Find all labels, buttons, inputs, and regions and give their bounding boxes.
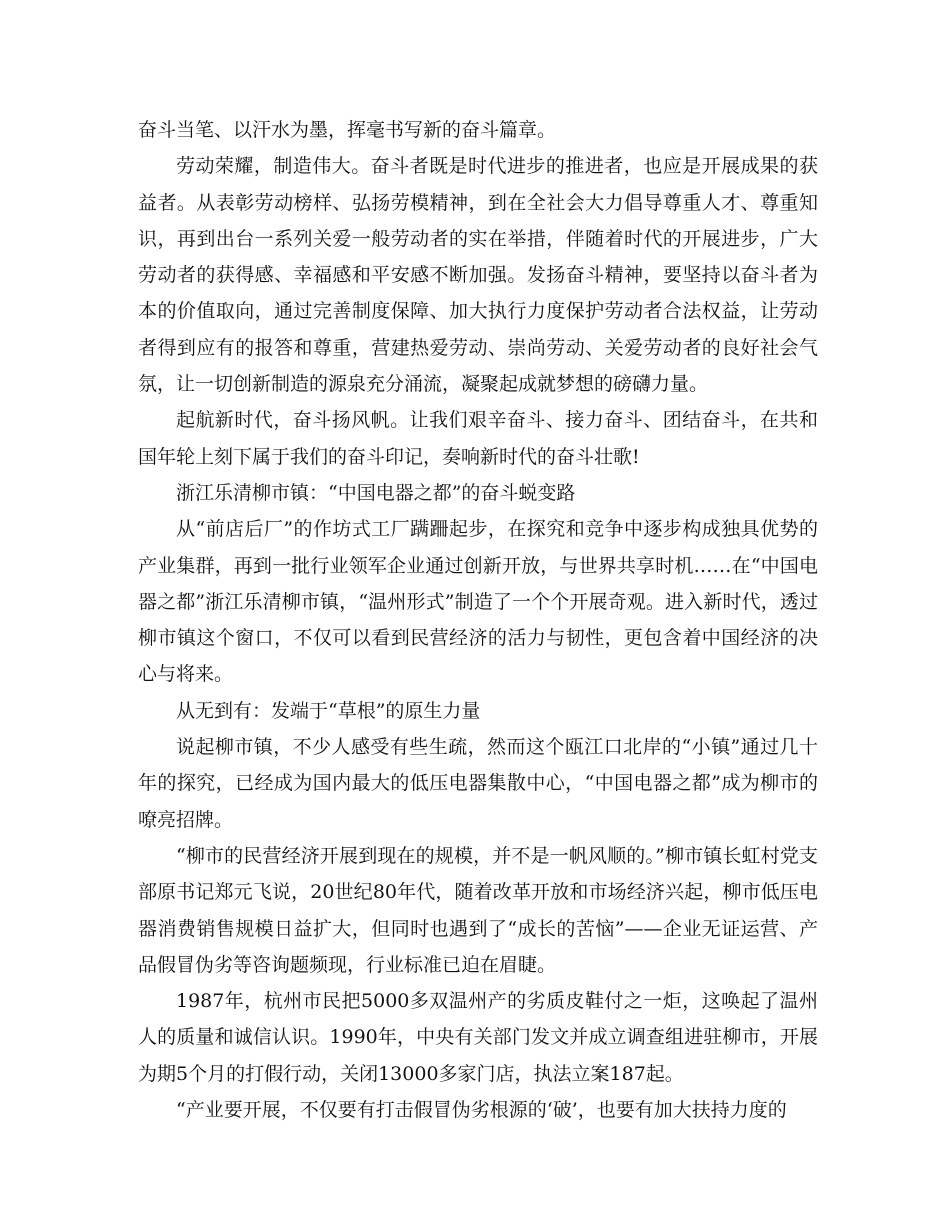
document-body (138, 112, 818, 1128)
section-heading-liushi: 浙江乐清柳市镇：“中国电器之都”的奋斗蜕变路 (176, 481, 576, 504)
subheading-grassroots: 从无到有：发端于“草根”的原生力量 (176, 699, 481, 722)
paragraph-new-era: 起航新时代，奋斗扬风帆。让我们艰辛奋斗、接力奋斗、团结奋斗，在共和国年轮上刻下属于我们的奋斗印记，奏响新时代的奋斗壮歌! (138, 409, 818, 468)
paragraph-continuation: 奋斗当笔、以汗水为墨，挥毫书写新的奋斗篇章。 (138, 119, 557, 141)
paragraph-quote-zheng: “柳市的民营经济开展到现在的规模，并不是一帆风顺的。”柳市镇长虹村党支部原书记郑元飞说，20世纪80年代，随着改革开放和市场经济兴起，柳市低压电器消费销售规模日益扩大，但同时也遇到了“成长的苦恼”——企业无证运营、产品假冒伪劣等咨询题频现，行业标准已迫在眉睫。 (138, 844, 818, 976)
paragraph-labor-glory: 劳动荣耀，制造伟大。奋斗者既是时代进步的推进者，也应是开展成果的获益者。从表彰劳动榜样、弘扬劳模精神，到在全社会大力倡导尊重人才、尊重知识，再到出台一系列关爱一般劳动者的实在举措，伴随着时代的开展进步，广大劳动者的获得感、幸福感和平安感不断加强。发扬奋斗精神，要坚持以奋斗者为本的价值取向，通过完善制度保障、加大执行力度保护劳动者合法权益，让劳动者得到应有的报答和尊重，营建热爱劳动、崇尚劳动、关爱劳动者的良好社会气氛，让一切创新制造的源泉充分涌流，凝聚起成就梦想的磅礴力量。 (138, 155, 818, 396)
paragraph-liushi-town: 说起柳市镇，不少人感受有些生疏，然而这个瓯江口北岸的“小镇”通过几十年的探究，已经成为国内最大的低压电器集散中心，“中国电器之都”成为柳市的嘹亮招牌。 (138, 736, 818, 831)
paragraph-industry-quote: “产业要开展，不仅要有打击假冒伪劣根源的‘破’，也要有加大扶持力度的 (176, 1099, 787, 1122)
paragraph-1987: 1987年，杭州市民把5000多双温州产的劣质皮鞋付之一炬，这唤起了温州人的质量和诚信认识。1990年，中央有关部门发文并成立调查组进驻柳市，开展为期5个月的打假行动，关闭13000多家门店，执法立案187起。 (138, 990, 818, 1085)
paragraph-liushi-intro: 从“前店后厂”的作坊式工厂蹒跚起步，在探究和竞争中逐步构成独具优势的产业集群，再到一批行业领军企业通过创新开放，与世界共享时机……在“中国电器之都”浙江乐清柳市镇，“温州形式”制造了一个个开展奇观。进入新时代，透过柳市镇这个窗口，不仅可以看到民营经济的活力与韧性，更包含着中国经济的决心与将来。 (138, 518, 818, 686)
